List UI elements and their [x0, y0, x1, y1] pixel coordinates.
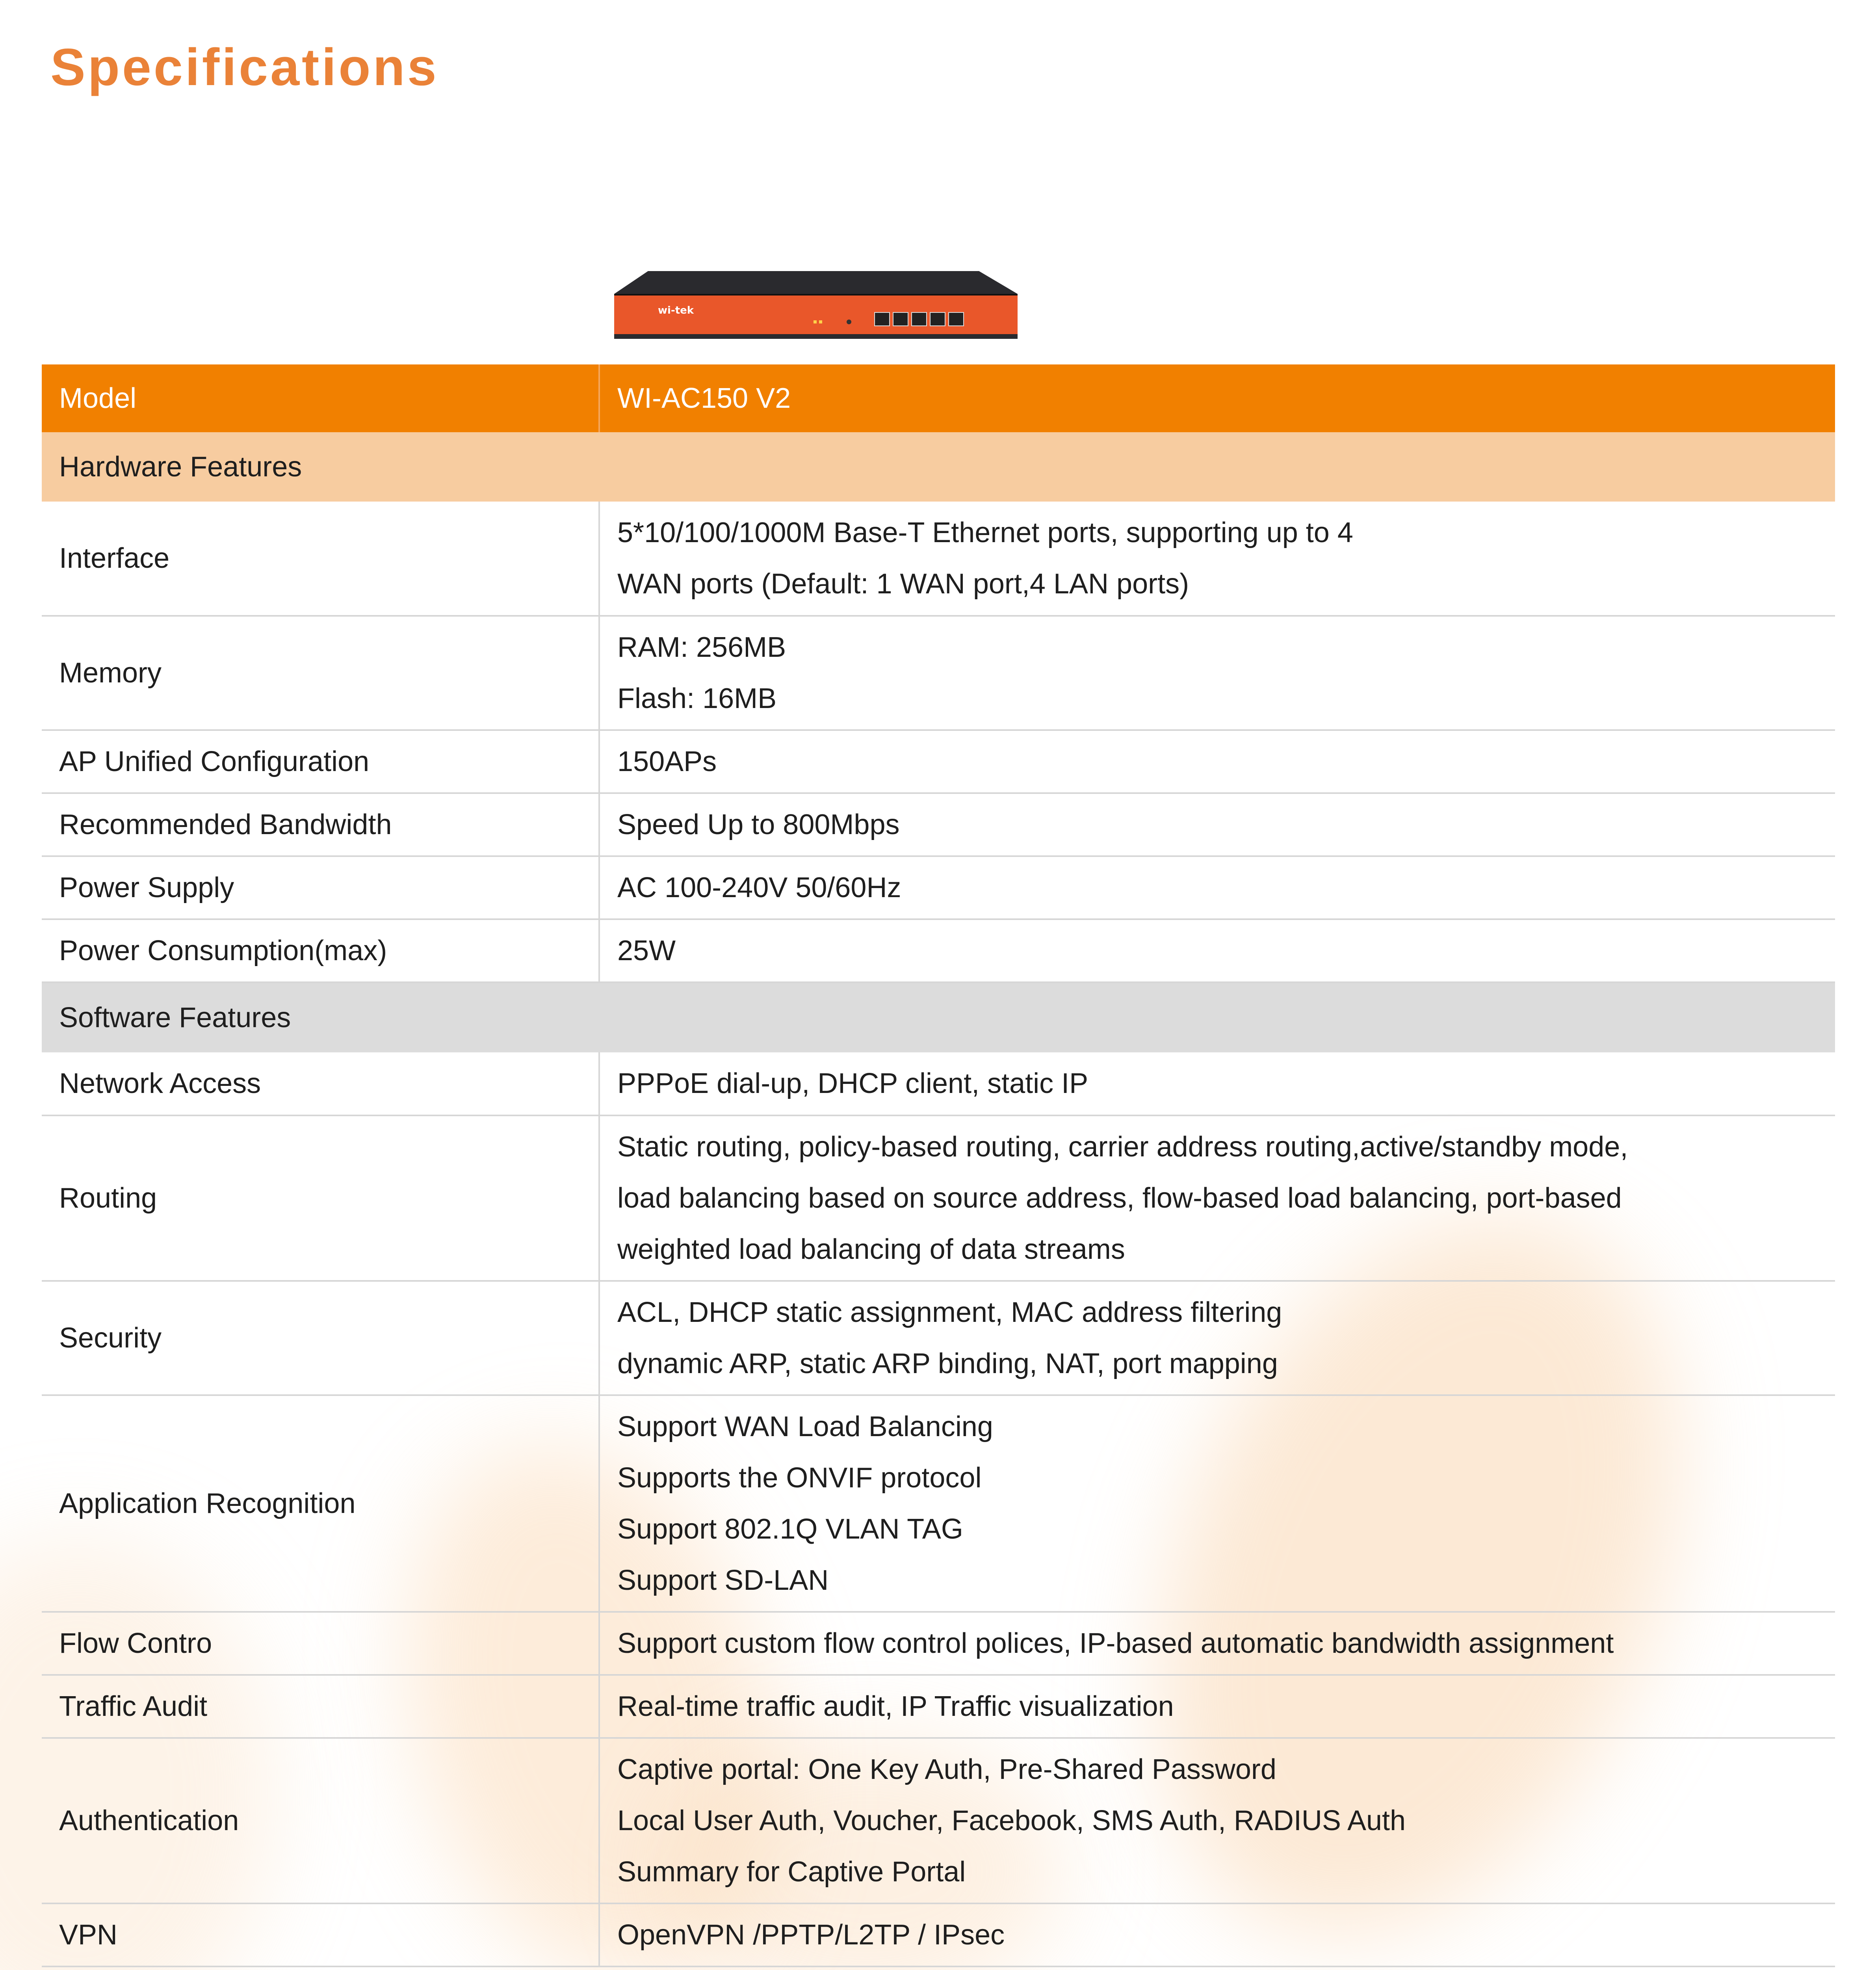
spec-value-line: Static routing, policy-based routing, carrier address routing,active/standby mode,	[617, 1131, 1628, 1163]
spec-table	[42, 364, 1835, 1967]
spec-value-line: Local User Auth, Voucher, Facebook, SMS Auth, RADIUS Auth	[617, 1805, 1406, 1836]
spec-label: Authentication	[42, 1738, 599, 1903]
spec-label: Security	[42, 1281, 599, 1395]
spec-value	[599, 616, 1835, 730]
spec-value-line: Summary for Captive Portal	[617, 1856, 966, 1888]
spec-value	[599, 1281, 1835, 1395]
spec-value-line: Support custom flow control polices, IP-based automatic bandwidth assignment	[617, 1628, 1614, 1659]
spec-row	[42, 730, 1835, 793]
spec-row	[42, 1903, 1835, 1966]
spec-value-line: Real-time traffic audit, IP Traffic visualization	[617, 1691, 1174, 1722]
spec-value-line: OpenVPN /PPTP/L2TP / IPsec	[617, 1919, 1005, 1951]
spec-label: Interface	[42, 502, 599, 616]
spec-value-line: 5*10/100/1000M Base-T Ethernet ports, supporting up to 4	[617, 517, 1353, 548]
spec-label: AP Unified Configuration	[42, 730, 599, 793]
spec-row	[42, 1395, 1835, 1612]
spec-value-line: Speed Up to 800Mbps	[617, 809, 900, 840]
spec-value	[599, 1115, 1835, 1281]
spec-row	[42, 1612, 1835, 1675]
spec-label: Recommended Bandwidth	[42, 793, 599, 856]
spec-value	[599, 1395, 1835, 1612]
spec-value	[599, 1903, 1835, 1966]
device-brand: wi-tek	[658, 305, 694, 316]
model-value: WI-AC150 V2	[599, 364, 1835, 432]
spec-value	[599, 856, 1835, 919]
section-title: Software Features	[42, 982, 1835, 1052]
device-image	[613, 271, 1019, 340]
spec-value	[599, 730, 1835, 793]
spec-value-line: Support SD-LAN	[617, 1565, 829, 1596]
spec-value-line: dynamic ARP, static ARP binding, NAT, port mapping	[617, 1348, 1278, 1379]
spec-value	[599, 1738, 1835, 1903]
spec-label: Power Consumption(max)	[42, 919, 599, 982]
spec-value	[599, 919, 1835, 982]
spec-value-line: WAN ports (Default: 1 WAN port,4 LAN ports)	[617, 568, 1189, 600]
spec-row	[42, 1115, 1835, 1281]
software-section-header	[42, 982, 1835, 1052]
spec-label: Traffic Audit	[42, 1675, 599, 1738]
spec-label: Power Supply	[42, 856, 599, 919]
spec-value	[599, 1612, 1835, 1675]
spec-value-line: RAM: 256MB	[617, 632, 786, 663]
spec-value-line: 25W	[617, 935, 676, 966]
spec-value-line: Flash: 16MB	[617, 683, 777, 714]
spec-value-line: Captive portal: One Key Auth, Pre-Shared Password	[617, 1754, 1276, 1785]
spec-value	[599, 1052, 1835, 1115]
spec-row	[42, 1281, 1835, 1395]
spec-value-line: AC 100-240V 50/60Hz	[617, 872, 901, 903]
spec-label: Application Recognition	[42, 1395, 599, 1612]
spec-row	[42, 1675, 1835, 1738]
spec-value-line: Support 802.1Q VLAN TAG	[617, 1513, 963, 1545]
page-title: Specifications	[50, 38, 439, 97]
spec-value-line: ACL, DHCP static assignment, MAC address filtering	[617, 1297, 1282, 1328]
model-label: Model	[42, 364, 599, 432]
spec-row	[42, 1738, 1835, 1903]
spec-label: Network Access	[42, 1052, 599, 1115]
spec-label: Routing	[42, 1115, 599, 1281]
spec-value-line: Support WAN Load Balancing	[617, 1411, 993, 1442]
spec-value	[599, 502, 1835, 616]
spec-value-line: load balancing based on source address, flow-based load balancing, port-based	[617, 1182, 1622, 1214]
spec-row	[42, 919, 1835, 982]
spec-value-line: 150APs	[617, 746, 717, 777]
spec-value	[599, 793, 1835, 856]
spec-value-line: weighted load balancing of data streams	[617, 1234, 1125, 1265]
spec-row	[42, 502, 1835, 616]
spec-value-line: Supports the ONVIF protocol	[617, 1462, 982, 1494]
spec-value	[599, 1675, 1835, 1738]
spec-row	[42, 616, 1835, 730]
spec-row	[42, 793, 1835, 856]
spec-value-line: PPPoE dial-up, DHCP client, static IP	[617, 1068, 1088, 1099]
model-row	[42, 364, 1835, 432]
spec-label: Flow Contro	[42, 1612, 599, 1675]
spec-label: Memory	[42, 616, 599, 730]
section-title: Hardware Features	[42, 432, 1835, 502]
spec-label: VPN	[42, 1903, 599, 1966]
spec-row	[42, 1052, 1835, 1115]
hardware-section-header	[42, 432, 1835, 502]
spec-row	[42, 856, 1835, 919]
